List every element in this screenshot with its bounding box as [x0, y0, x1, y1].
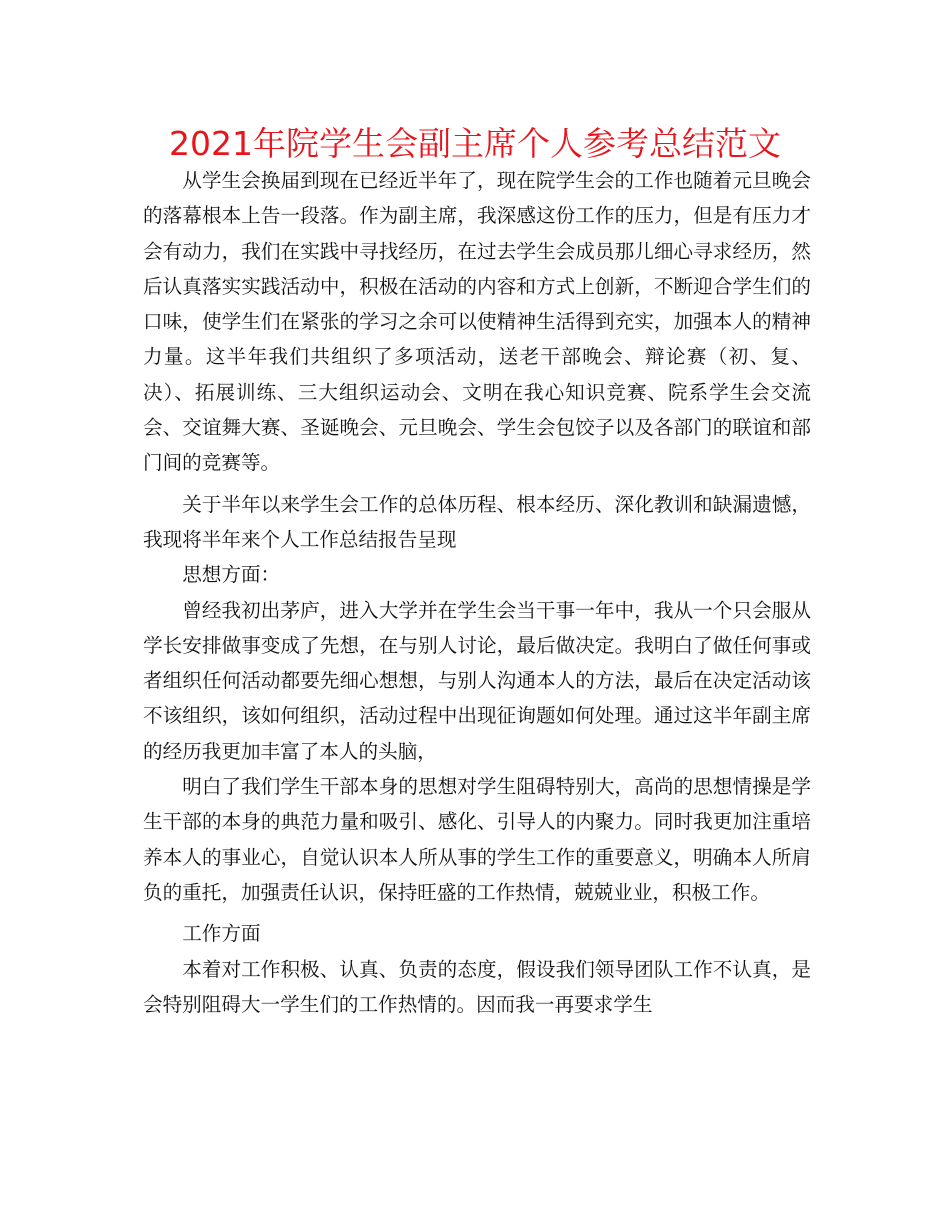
- paragraph-intro: 从学生会换届到现在已经近半年了，现在院学生会的工作也随着元旦晚会的落幕根本上告一段落。作为副主席，我深感这份工作的压力，但是有压力才会有动力，我们在实践中寻找经历，在过去学生会成员那儿细心寻求经历，然后认真落实实践活动中，积极在活动的内容和方式上创新，不断迎合学生们的口味，使学生们在紧张的学习之余可以使精神生活得到充实，加强本人的精神力量。这半年我们共组织了多项活动，送老干部晚会、辩论赛（初、复、决）、拓展训练、三大组织运动会、文明在我心知识竞赛、院系学生会交流会、交谊舞大赛、圣诞晚会、元旦晚会、学生会包饺子以及各部门的联谊和部门间的竞赛等。: [143, 169, 811, 475]
- section-heading-work: 工作方面: [182, 922, 261, 946]
- paragraph-thought-2: 明白了我们学生干部本身的思想对学生阻碍特别大，高尚的思想情操是学生干部的本身的典范力量和吸引、感化、引导人的内聚力。同时我更加注重培养本人的事业心，自觉认识本人所从事的学生工作的重要意义，明确本人所肩负的重托，加强责任认识，保持旺盛的工作热情，兢兢业业，积极工作。: [143, 775, 811, 904]
- paragraph-work-1: 本着对工作积极、认真、负责的态度，假设我们领导团队工作不认真，是会特别阻碍大一学生们的工作热情的。因而我一再要求学生: [143, 957, 811, 1016]
- section-heading-thought: 思想方面：: [182, 563, 281, 587]
- document-title: 2021年院学生会副主席个人参考总结范文: [169, 124, 781, 163]
- paragraph-thought-1: 曾经我初出茅庐，进入大学并在学生会当干事一年中，我从一个只会服从学长安排做事变成了先想，在与别人讨论，最后做决定。我明白了做任何事或者组织任何活动都要先细心想想，与别人沟通本人的方法，最后在决定活动该不该组织，该如何组织，活动过程中出现征询题如何处理。通过这半年副主席的经历我更加丰富了本人的头脑，: [143, 598, 811, 763]
- document-body: [143, 163, 811, 1022]
- paragraph-overview: 关于半年以来学生会工作的总体历程、根本经历、深化教训和缺漏遗憾，我现将半年来个人工作总结报告呈现: [143, 492, 811, 551]
